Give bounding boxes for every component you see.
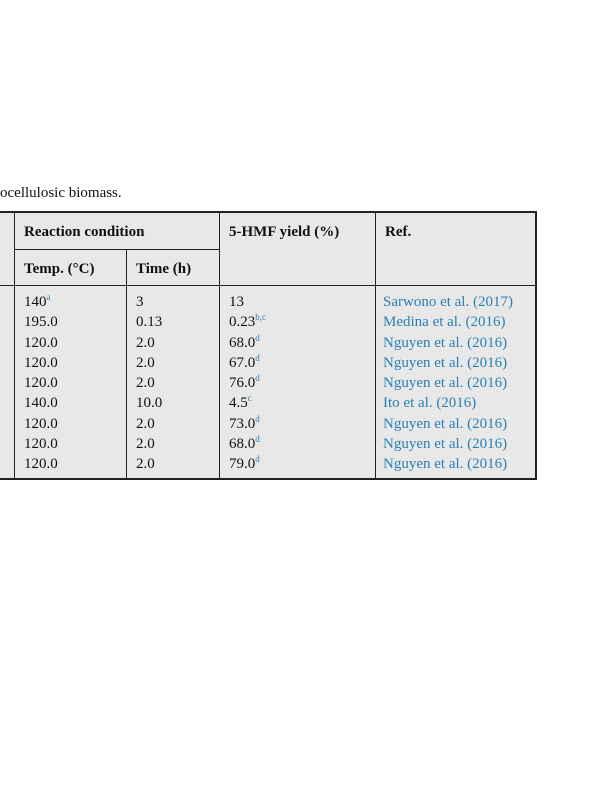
yield-cell <box>229 373 266 393</box>
yield-cell <box>229 312 266 332</box>
temp-cell-value: 120.0 <box>24 334 58 351</box>
ref-link[interactable] <box>383 454 513 474</box>
yield-cell-value: 13 <box>229 294 244 310</box>
yield-column <box>229 292 266 475</box>
time-cell-value: 2.0 <box>136 456 155 473</box>
ref-link-value: Nguyen et al. (2016) <box>383 456 508 473</box>
footnote-marker[interactable]: d <box>255 454 260 465</box>
yield-cell <box>229 454 266 474</box>
temp-cell <box>24 393 58 413</box>
time-cell-value: 3 <box>136 294 144 310</box>
footnote-marker[interactable]: d <box>255 434 260 445</box>
temp-cell-value: 120.0 <box>24 375 58 392</box>
time-cell-value: 0.13 <box>136 314 163 331</box>
time-cell-value: 2.0 <box>136 354 155 371</box>
yield-cell <box>229 333 266 353</box>
ref-link[interactable] <box>383 414 513 434</box>
yield-cell-value: 4.5 <box>229 395 248 412</box>
header-subrule <box>14 249 219 250</box>
time-cell-value: 2.0 <box>136 415 155 432</box>
yield-cell-value: 73.0 <box>229 415 256 432</box>
temp-cell <box>24 292 58 312</box>
temp-cell <box>24 353 58 373</box>
yield-cell-value: 76.0 <box>229 375 256 392</box>
ref-link-value: Nguyen et al. (2016) <box>383 415 508 432</box>
time-cell <box>136 454 162 474</box>
temp-cell <box>24 333 58 353</box>
footnote-marker[interactable]: a <box>46 292 51 302</box>
time-cell <box>136 312 162 332</box>
ref-link-value: Medina et al. (2016) <box>383 314 506 331</box>
ref-link[interactable] <box>383 353 513 373</box>
time-cell-value: 2.0 <box>136 334 155 351</box>
yield-cell <box>229 353 266 373</box>
temp-cell-value: 140.0 <box>24 395 58 412</box>
temp-cell-value: 120.0 <box>24 415 58 432</box>
footnote-marker[interactable]: c <box>247 393 252 404</box>
yield-cell-value: 68.0 <box>229 334 256 351</box>
ref-link-value: Ito et al. (2016) <box>383 395 477 412</box>
ref-link[interactable] <box>383 333 513 353</box>
temp-cell-value: 140 <box>24 294 47 310</box>
header-time: Time (h) <box>136 261 192 277</box>
time-cell <box>136 434 162 454</box>
temp-cell-value: 120.0 <box>24 354 58 371</box>
ref-link[interactable] <box>383 434 513 454</box>
footnote-marker[interactable]: d <box>255 413 260 424</box>
yield-cell-value: 67.0 <box>229 354 256 371</box>
ref-link[interactable] <box>383 312 513 332</box>
ref-link[interactable] <box>383 373 513 393</box>
yield-cell <box>229 414 266 434</box>
time-cell <box>136 393 162 413</box>
ref-link-value: Nguyen et al. (2016) <box>383 436 508 453</box>
time-cell-value: 10.0 <box>136 395 163 412</box>
time-cell <box>136 292 162 312</box>
col-divider <box>375 213 376 478</box>
time-cell <box>136 414 162 434</box>
temp-cell <box>24 312 58 332</box>
header-temp: Temp. (°C) <box>24 261 95 277</box>
temp-cell <box>24 434 58 454</box>
ref-link-value: Nguyen et al. (2016) <box>383 354 508 371</box>
temp-column <box>24 292 58 475</box>
col-divider <box>14 213 15 478</box>
yield-cell <box>229 292 266 312</box>
ref-link-value: Sarwono et al. (2017) <box>383 294 513 310</box>
footnote-marker[interactable]: d <box>255 352 260 363</box>
time-cell-value: 2.0 <box>136 375 155 392</box>
yield-cell-value: 0.23 <box>229 314 256 331</box>
ref-link[interactable] <box>383 393 513 413</box>
header-rule <box>0 285 535 286</box>
time-cell <box>136 373 162 393</box>
footnote-marker[interactable]: b,c <box>255 312 266 323</box>
yield-cell <box>229 393 266 413</box>
time-cell-value: 2.0 <box>136 436 155 453</box>
header-reaction-condition: Reaction condition <box>24 224 145 240</box>
time-cell <box>136 333 162 353</box>
time-column <box>136 292 162 475</box>
ref-column <box>383 292 513 475</box>
ref-link-value: Nguyen et al. (2016) <box>383 334 508 351</box>
temp-cell <box>24 454 58 474</box>
footnote-marker[interactable]: d <box>255 373 260 384</box>
time-cell <box>136 353 162 373</box>
yield-cell <box>229 434 266 454</box>
table-caption: ocellulosic biomass. <box>0 185 122 201</box>
ref-link-value: Nguyen et al. (2016) <box>383 375 508 392</box>
temp-cell-value: 120.0 <box>24 436 58 453</box>
col-divider <box>219 213 220 478</box>
temp-cell-value: 120.0 <box>24 456 58 473</box>
yield-cell-value: 79.0 <box>229 456 256 473</box>
ref-link[interactable] <box>383 292 513 312</box>
data-table <box>0 211 537 480</box>
header-yield: 5-HMF yield (%) <box>229 224 340 240</box>
temp-cell-value: 195.0 <box>24 314 58 331</box>
footnote-marker[interactable]: d <box>255 332 260 343</box>
temp-cell <box>24 414 58 434</box>
header-ref: Ref. <box>385 224 412 240</box>
temp-cell <box>24 373 58 393</box>
yield-cell-value: 68.0 <box>229 436 256 453</box>
